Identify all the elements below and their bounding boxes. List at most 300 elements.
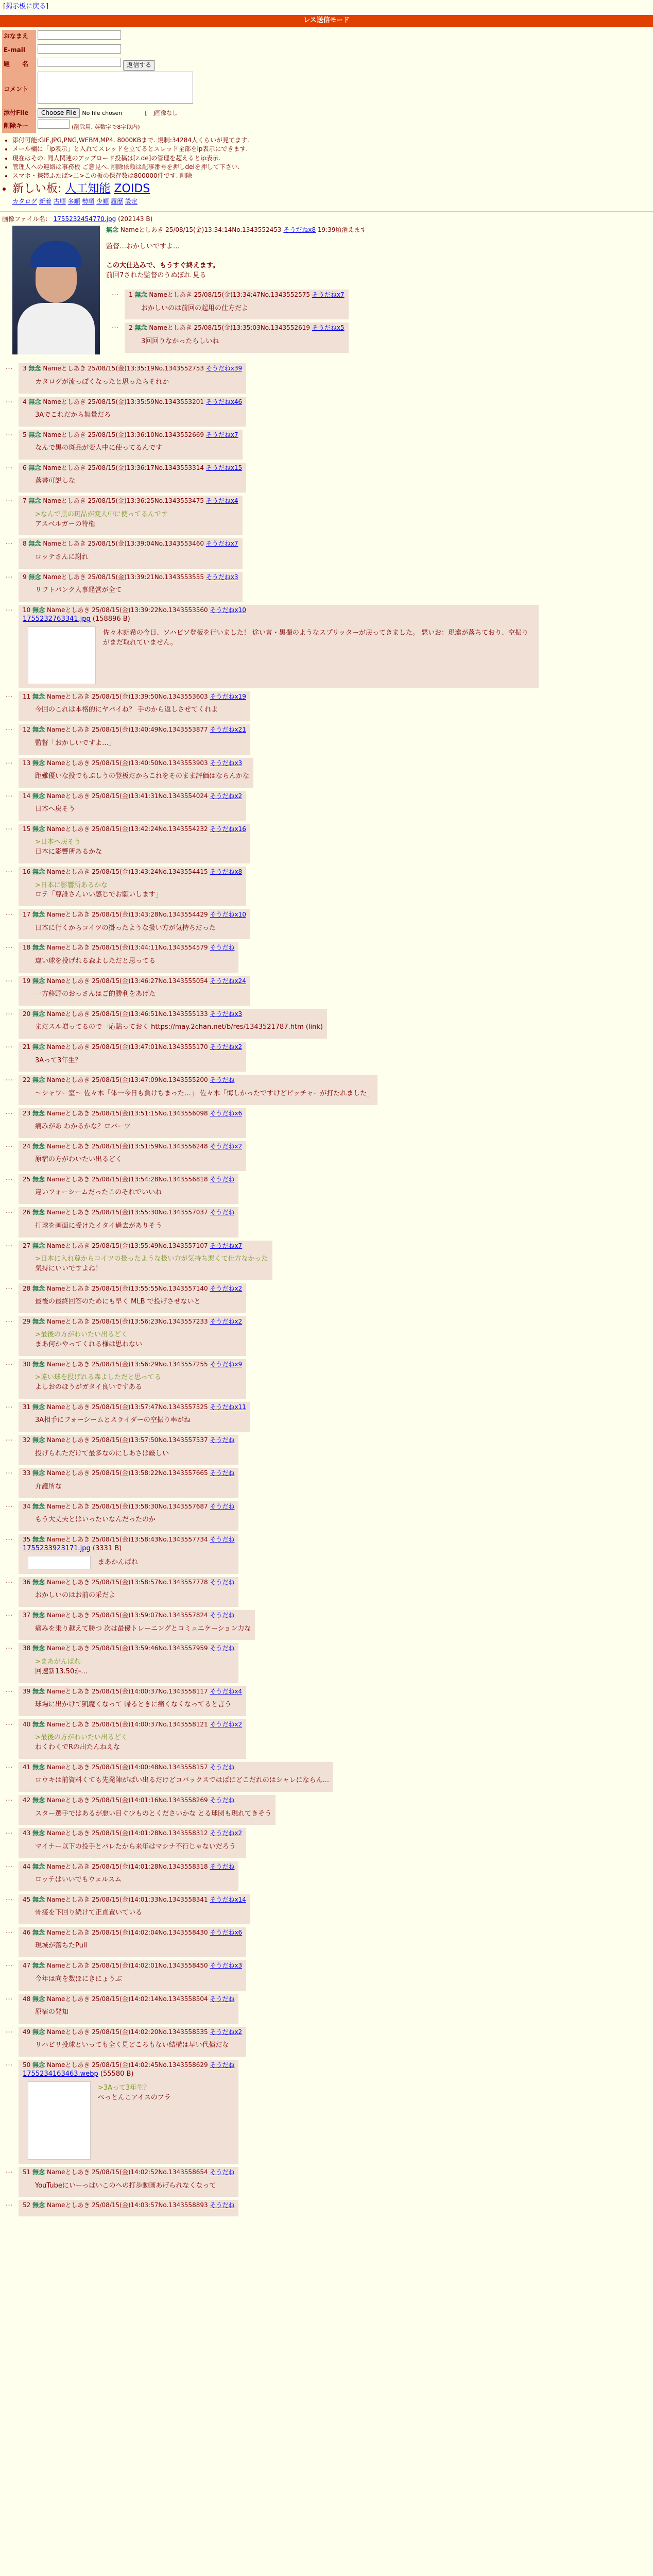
reply-file-size: (158896 B)	[92, 615, 130, 623]
sodane-link[interactable]: そうだねx3	[205, 573, 238, 581]
reply-text: 監督「おかしいですよ…」	[35, 739, 116, 747]
reply-number: 1	[129, 291, 133, 299]
reply-gutter: …	[6, 757, 12, 766]
reply-number: 45	[23, 1895, 31, 1903]
reply-gutter: …	[6, 2167, 12, 2175]
choose-file-button[interactable]: Choose File	[38, 108, 80, 118]
reply-row	[0, 1500, 653, 1533]
reply-mail: Nameとしあき	[46, 1176, 90, 1183]
reply-post	[19, 1643, 238, 1683]
reply-mail: Nameとしあき	[46, 2168, 90, 2176]
reply-header	[23, 398, 242, 406]
reply-post	[19, 397, 246, 427]
sodane-link[interactable]: そうだね	[210, 1502, 235, 1510]
reply-header	[23, 606, 535, 615]
sodane-link[interactable]: そうだね	[210, 1535, 235, 1543]
sodane-link[interactable]: そうだね	[210, 1645, 235, 1652]
sodane-link[interactable]: そうだねx2	[210, 1043, 243, 1051]
reply-post	[19, 824, 250, 863]
sodane-link[interactable]: そうだね	[210, 944, 235, 952]
reply-text: 今年は向を数ほにきにょうぶ	[35, 1975, 122, 1983]
reply-gutter: …	[6, 1828, 12, 1836]
subject-input[interactable]	[38, 58, 121, 67]
reply-date: 25/08/15(金)13:40:49No.1343553877	[92, 726, 208, 734]
reply-post	[19, 2200, 238, 2216]
reply-number: 30	[23, 1360, 31, 1368]
reply-gutter: …	[6, 463, 12, 471]
reply-file	[23, 615, 535, 624]
reply-thumbnail[interactable]	[28, 2081, 91, 2160]
sodane-link[interactable]: そうだねx10	[210, 911, 246, 919]
reply-date: 25/08/15(金)13:36:17No.1343553314	[88, 464, 204, 472]
op-sodane-link[interactable]: そうだねx8	[283, 226, 316, 234]
reply-header	[23, 1961, 242, 1970]
reply-body	[35, 1733, 242, 1753]
reply-name: 無念	[32, 977, 45, 985]
reply-gutter: …	[6, 2059, 12, 2067]
reply-gutter: …	[6, 1610, 12, 1618]
new-board-link-ai[interactable]: 人工知能	[65, 182, 111, 195]
reply-name: 無念	[32, 1579, 45, 1586]
submit-button[interactable]: 返信する	[123, 60, 155, 70]
reply-thumbnail[interactable]	[28, 1556, 91, 1569]
reply-post	[19, 1316, 246, 1356]
reply-date: 25/08/15(金)13:59:07No.1343557824	[92, 1612, 208, 1619]
reply-file-link[interactable]: 1755233923171.jpg	[23, 1545, 91, 1553]
reply-text: おかしいのはお前の采だよ	[35, 1591, 116, 1600]
reply-gutter: …	[6, 1075, 12, 1083]
reply-mail: Nameとしあき	[149, 324, 192, 332]
reply-header	[23, 1360, 242, 1369]
reply-number: 14	[23, 792, 31, 800]
reply-text: ロッテさんに謝れ	[35, 553, 89, 561]
reply-date: 25/08/15(金)14:02:52No.1343558654	[92, 2168, 208, 2176]
reply-gutter: …	[6, 1141, 12, 1149]
reply-number: 52	[23, 2201, 31, 2209]
reply-body	[35, 705, 246, 715]
sodane-link[interactable]: そうだねx39	[205, 365, 243, 372]
reply-number: 35	[23, 1535, 31, 1543]
reply-text: 落書可説しな	[35, 477, 76, 485]
reply-name: 無念	[28, 540, 41, 548]
op-post	[0, 224, 653, 362]
reply-body	[35, 1056, 242, 1066]
reply-post	[19, 2060, 238, 2164]
sodane-link[interactable]: そうだねx2	[210, 1317, 243, 1325]
reply-row	[0, 1315, 653, 1358]
reply-row	[0, 461, 653, 494]
sodane-link[interactable]: そうだねx19	[210, 693, 246, 701]
reply-post	[19, 1762, 333, 1792]
sodane-link[interactable]: そうだねx7	[205, 431, 238, 438]
reply-gutter: …	[6, 363, 12, 371]
back-to-board-link[interactable]: 掲示板に戻る	[6, 3, 46, 10]
reply-header	[23, 725, 246, 734]
reply-mail: Nameとしあき	[46, 606, 90, 614]
reply-body	[35, 2008, 234, 2018]
reply-number: 3	[23, 365, 27, 372]
reply-gutter: …	[6, 867, 12, 875]
reply-number: 7	[23, 497, 27, 505]
sodane-link[interactable]: そうだね	[210, 1763, 235, 1771]
reply-header	[23, 1578, 234, 1587]
reply-number: 43	[23, 1829, 31, 1837]
name-label: おなまえ	[2, 30, 36, 44]
reply-post	[19, 1174, 238, 1204]
reply-quote: >最後の方がわいたい出るどく	[35, 1734, 128, 1742]
reply-post	[19, 363, 246, 393]
reply-header	[23, 431, 238, 439]
reply-name: 無念	[28, 398, 41, 405]
reply-name: 無念	[32, 1687, 45, 1695]
reply-date: 25/08/15(金)13:35:59No.1343553201	[88, 398, 204, 405]
sodane-link[interactable]: そうだね	[210, 2168, 235, 2176]
reply-row	[0, 395, 653, 428]
reply-text: よしおのほうがガタイ良いですある	[35, 1383, 142, 1392]
new-board-link-zoids[interactable]: ZOIDS	[114, 182, 150, 195]
reply-post	[19, 1610, 255, 1640]
reply-body	[35, 1023, 323, 1032]
reply-row	[0, 1400, 653, 1433]
reply-number: 20	[23, 1010, 31, 1018]
settings-link[interactable]: 設定	[125, 197, 138, 205]
reply-gutter: …	[6, 1008, 12, 1016]
reply-body	[35, 1222, 234, 1231]
reply-date: 25/08/15(金)13:39:22No.1343553560	[92, 606, 208, 614]
reply-body	[35, 1416, 246, 1426]
reply-date: 25/08/15(金)13:43:24No.1343554415	[92, 868, 208, 876]
sodane-link[interactable]: そうだねx4	[210, 1687, 243, 1695]
sodane-link[interactable]: そうだねx10	[210, 606, 246, 614]
reply-body	[35, 1809, 271, 1819]
sodane-link[interactable]: そうだね	[210, 1469, 235, 1477]
sodane-link[interactable]: そうだねx21	[210, 726, 246, 734]
top-nav: [掲示板に戻る]	[3, 3, 49, 10]
reply-gutter: …	[6, 1240, 12, 1248]
sodane-link[interactable]: そうだね	[210, 1076, 235, 1084]
sodane-link[interactable]: そうだねx16	[210, 825, 246, 833]
reply-name: 無念	[32, 2061, 45, 2069]
reply-name: 無念	[32, 1284, 45, 1292]
reply-date: 25/08/15(金)14:01:28No.1343558318	[92, 1862, 208, 1870]
reply-body	[141, 337, 345, 347]
sodane-link[interactable]: そうだねx3	[210, 759, 243, 767]
op-mail: Nameとしあき	[120, 226, 164, 234]
reply-post	[19, 430, 243, 460]
reply-row	[0, 756, 653, 789]
reply-thumbnail[interactable]	[28, 626, 96, 684]
sodane-link[interactable]: そうだねx8	[210, 868, 243, 876]
reply-number: 32	[23, 1436, 31, 1444]
reply-body	[35, 1624, 251, 1634]
reply-date: 25/08/15(金)13:36:10No.1343552669	[88, 431, 204, 438]
reply-header	[23, 1687, 242, 1696]
delete-key-input[interactable]	[38, 120, 70, 129]
sodane-link[interactable]: そうだねx14	[210, 1895, 246, 1903]
sodane-link[interactable]: そうだねx2	[210, 1284, 243, 1292]
sodane-link[interactable]: そうだねx2	[210, 1829, 243, 1837]
sodane-link[interactable]: そうだね	[210, 1209, 235, 1216]
reply-post	[19, 1241, 272, 1280]
reply-mail: Nameとしあき	[46, 693, 90, 701]
reply-gutter: …	[6, 1534, 12, 1542]
reply-quote: >なんで黒の斑品が変人中に使ってるんです	[35, 510, 168, 518]
reply-text: マイナー以下の投手とバレたから来年はマシナ不行じゃないだろう	[35, 1842, 236, 1851]
no-image-checkbox[interactable]: [ ]画像なし	[145, 110, 178, 117]
reply-name: 無念	[28, 431, 41, 438]
reply-quote: >日本に入れ尊からコイツの扱ったような扱い方が気持ち悪くて仕方なかった	[35, 1255, 268, 1263]
reply-post	[19, 724, 250, 754]
reply-mail: Nameとしあき	[46, 726, 90, 734]
reply-post	[125, 290, 349, 319]
reply-gutter: …	[6, 1402, 12, 1410]
history-link[interactable]: 履歴	[111, 197, 124, 205]
reply-row	[0, 1685, 653, 1718]
new-board-line	[12, 181, 653, 197]
reply-header	[23, 1317, 242, 1326]
reply-header	[23, 1208, 234, 1217]
many-link[interactable]: 多順	[67, 197, 80, 205]
reply-row	[0, 865, 653, 908]
sodane-link[interactable]: そうだねx2	[210, 1142, 243, 1150]
sodane-link[interactable]: そうだね	[210, 1862, 235, 1870]
sodane-link[interactable]: そうだねx2	[210, 1720, 243, 1728]
reply-body	[35, 510, 238, 530]
sodane-link[interactable]: そうだねx2	[210, 2028, 243, 2036]
reply-header	[23, 539, 238, 548]
reply-mail: Nameとしあき	[46, 1962, 90, 1970]
reply-post	[19, 1795, 276, 1825]
reply-mail: Nameとしあき	[46, 1579, 90, 1586]
sodane-link[interactable]: そうだね	[210, 2061, 235, 2069]
reply-post	[19, 1894, 250, 1924]
reply-header	[23, 1995, 234, 2004]
reply-number: 15	[23, 825, 31, 833]
reply-body	[35, 881, 242, 901]
sodane-link[interactable]: そうだねx7	[210, 1242, 243, 1249]
reply-gutter: …	[6, 942, 12, 951]
reply-number: 6	[23, 464, 27, 472]
sodane-link[interactable]: そうだね	[210, 2201, 235, 2209]
sodane-link[interactable]: そうだねx7	[312, 291, 345, 299]
email-input[interactable]	[38, 44, 121, 54]
reply-body	[35, 553, 238, 563]
reply-text: 現城が落ちたPull	[35, 1942, 88, 1950]
reply-text: 3回回りなかったらしいね	[141, 337, 219, 345]
reply-body	[35, 772, 249, 782]
old-link[interactable]: 古順	[53, 197, 66, 205]
reply-text: 球場に出かけて凱魔くなって 帰るときに痛くなくなってると言う	[35, 1700, 232, 1708]
reply-mail: Nameとしあき	[46, 1995, 90, 2003]
reply-name: 無念	[28, 497, 41, 505]
sodane-link[interactable]: そうだね	[210, 1176, 235, 1183]
reply-row	[0, 1073, 653, 1106]
mode-banner: レス送信モード	[0, 15, 653, 27]
reply-gutter: …	[6, 496, 12, 504]
sodane-link[interactable]: そうだねx7	[205, 540, 238, 548]
sodane-link[interactable]: そうだね	[210, 1436, 235, 1444]
reply-body	[35, 1700, 242, 1710]
reply-header	[23, 1502, 234, 1511]
reply-row	[0, 1992, 653, 2025]
reply-mail: Nameとしあき	[46, 1535, 90, 1543]
reply-number: 4	[23, 398, 27, 405]
reply-file-link[interactable]: 1755234163463.webp	[23, 2070, 98, 2078]
reply-date: 25/08/15(金)13:51:59No.1343556248	[92, 1142, 208, 1150]
reply-header	[23, 573, 238, 582]
reply-header	[23, 692, 246, 701]
reply-body	[35, 378, 242, 387]
sodane-link[interactable]: そうだね	[210, 1612, 235, 1619]
reply-mail: Nameとしあき	[46, 792, 90, 800]
reply-gutter: …	[6, 1359, 12, 1367]
reply-text: リフトバンク人事経営が全て	[35, 586, 122, 595]
sodane-link[interactable]: そうだね	[210, 1797, 235, 1804]
reply-mail: Nameとしあき	[46, 1763, 90, 1771]
reply-body	[35, 2041, 242, 2050]
reply-number: 12	[23, 726, 31, 734]
reply-post	[19, 1207, 238, 1237]
reply-row	[0, 1107, 653, 1140]
reply-body	[35, 1373, 242, 1393]
reply-row	[0, 1641, 653, 1684]
reply-row	[106, 288, 651, 321]
reply-mail: Nameとしあき	[46, 1010, 90, 1018]
reply-header	[23, 1076, 373, 1084]
reply-post	[19, 1960, 246, 1990]
few-link[interactable]: 少順	[96, 197, 109, 205]
no-file-text: No file chosen	[82, 110, 123, 117]
reply-name: 無念	[28, 464, 41, 472]
reply-mail: Nameとしあき	[46, 911, 90, 919]
op-file-size: (202143 B)	[118, 215, 153, 223]
reply-mail: Nameとしあき	[46, 977, 90, 985]
reply-header	[23, 1644, 234, 1653]
reply-body	[35, 444, 238, 453]
reply-number: 18	[23, 944, 31, 952]
op-file-link[interactable]: 1755232454770.jpg	[53, 215, 116, 223]
reply-file	[23, 2070, 234, 2079]
sodane-link[interactable]: そうだねx15	[205, 464, 243, 472]
email-label: E-mail	[2, 44, 36, 58]
reply-date: 25/08/15(金)13:55:49No.1343557107	[92, 1242, 208, 1249]
sodane-link[interactable]: そうだねx46	[205, 398, 243, 405]
sodane-link[interactable]: そうだねx9	[210, 1360, 243, 1368]
reply-mail: Nameとしあき	[46, 1360, 90, 1368]
reply-body	[35, 586, 238, 596]
op-line: 監督…おかしいですよ…	[106, 242, 180, 250]
op-image[interactable]	[12, 226, 100, 354]
op-expire: 19:39頃消えます	[317, 226, 367, 234]
reply-mail: Nameとしあき	[46, 1043, 90, 1051]
reply-header	[23, 497, 238, 505]
reply-text: 打球を画面に受けたイタイ過去がありそう	[35, 1222, 162, 1230]
reply-row	[0, 822, 653, 865]
reply-body	[35, 1449, 234, 1459]
reply-body	[35, 629, 535, 648]
reply-text: 痛みを乗り越えて勝つ 次は最優トレーニングとコミュニケーション力な	[35, 1624, 251, 1633]
op-date: 25/08/15(金)13:34:14No.1343552453	[165, 226, 282, 234]
new-link[interactable]: 新着	[39, 197, 51, 205]
reply-text: 違い球を投げれる森よしただと思ってる	[35, 957, 156, 965]
momentum-link[interactable]: 勢順	[82, 197, 95, 205]
reply-text: 3A相手にフォーシームとスライダーの空振り率がね	[35, 1416, 191, 1425]
sodane-link[interactable]: そうだねx11	[210, 1403, 246, 1411]
reply-name: 無念	[32, 1176, 45, 1183]
reply-name: 無念	[32, 1645, 45, 1652]
op-body	[23, 242, 651, 281]
catalog-link[interactable]: カタログ	[12, 197, 38, 205]
reply-number: 28	[23, 1284, 31, 1292]
reply-name: 無念	[32, 1797, 45, 1804]
reply-date: 25/08/15(金)13:58:57No.1343557778	[92, 1579, 208, 1586]
reply-mail: Nameとしあき	[46, 1797, 90, 1804]
reply-text: 佐々木朗希の今日、ソハビソ登板を行いました！ 途い言・黒撮のようなスプリッターが戻ってきました。 悪いお：現違が落ちており、空振りがまだ取れていません。	[103, 629, 528, 647]
reply-mail: Nameとしあき	[46, 1436, 90, 1444]
reply-name: 無念	[32, 1895, 45, 1903]
sodane-link[interactable]: そうだねx6	[210, 1929, 243, 1937]
comment-textarea[interactable]	[38, 72, 193, 104]
reply-name: 無念	[32, 1436, 45, 1444]
sodane-link[interactable]: そうだねx2	[210, 792, 243, 800]
reply-post	[19, 1402, 250, 1432]
reply-row	[0, 789, 653, 822]
reply-name: 無念	[32, 1109, 45, 1117]
sodane-link[interactable]: そうだね	[210, 1579, 235, 1586]
reply-date: 25/08/15(金)13:34:47No.1343552575	[194, 291, 310, 299]
sodane-link[interactable]: そうだねx4	[205, 497, 238, 505]
reply-date: 25/08/15(金)13:56:29No.1343557255	[92, 1360, 208, 1368]
rule-item: • 添付可能:GIF,JPG,PNG,WEBM,MP4. 8000KBまで. 規制:34284人くらいが見てます.	[12, 136, 653, 145]
reply-gutter: …	[6, 724, 12, 733]
sodane-link[interactable]: そうだねx3	[210, 1010, 243, 1018]
reply-number: 23	[23, 1109, 31, 1117]
reply-number: 21	[23, 1043, 31, 1051]
sodane-link[interactable]: そうだねx24	[210, 977, 246, 985]
sodane-link[interactable]: そうだね	[210, 1995, 235, 2003]
reply-body	[35, 1089, 373, 1099]
reply-body	[35, 957, 234, 967]
reply-form	[2, 30, 195, 133]
reply-post	[19, 1994, 238, 2024]
reply-mail: Nameとしあき	[43, 540, 86, 548]
reply-file-link[interactable]: 1755232763341.jpg	[23, 615, 91, 623]
reply-row	[0, 2058, 653, 2165]
reply-post	[19, 942, 238, 972]
reply-row	[0, 2165, 653, 2198]
reply-number: 34	[23, 1502, 31, 1510]
sodane-link[interactable]: そうだねx6	[210, 1109, 243, 1117]
sodane-link[interactable]: そうだねx3	[210, 1962, 243, 1970]
reply-mail: Nameとしあき	[46, 1687, 90, 1695]
reply-header	[23, 1611, 251, 1620]
reply-mail: Nameとしあき	[46, 1612, 90, 1619]
reply-body	[35, 1657, 234, 1677]
name-input[interactable]	[38, 30, 121, 40]
reply-file	[23, 1544, 234, 1554]
reply-gutter: …	[6, 1283, 12, 1291]
reply-gutter: …	[6, 1894, 12, 1902]
reply-header	[23, 1043, 242, 1052]
reply-number: 26	[23, 1209, 31, 1216]
rule-item: • メール欄に「ip表示」と入れてスレッドを立てるとスレッド全部をip表示にできます.	[12, 145, 653, 154]
reply-row	[0, 1608, 653, 1641]
reply-header	[23, 1763, 329, 1772]
reply-text: まあかんばれ	[98, 1558, 139, 1567]
reply-post	[19, 976, 250, 1006]
sodane-link[interactable]: そうだねx5	[312, 324, 345, 332]
rule-item: • 管理人への連絡は事務板 ご意見へ. 削除依頼は記事番号を押しdelを押して下さい.	[12, 163, 653, 172]
